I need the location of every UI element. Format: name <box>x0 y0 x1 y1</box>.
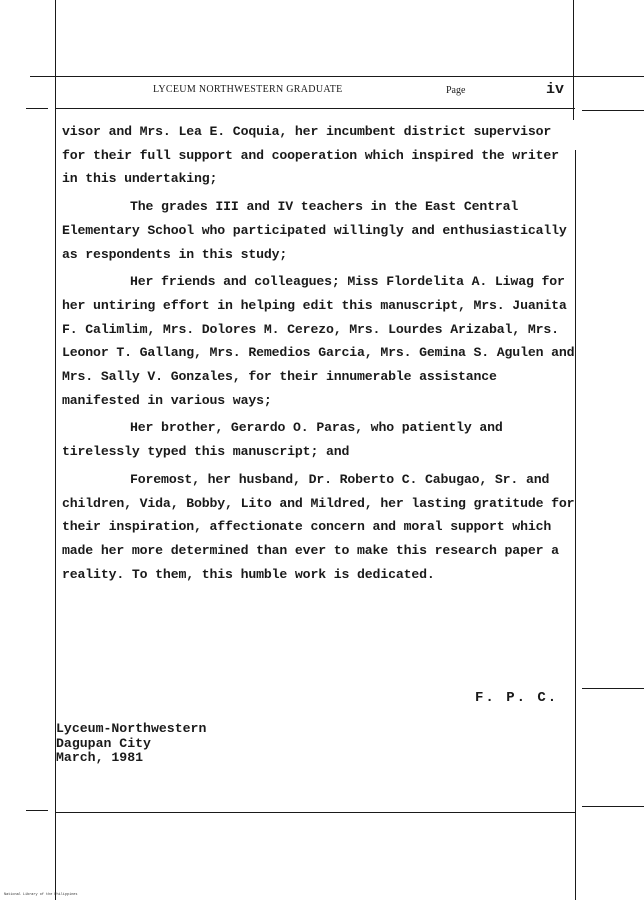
right-lower-tick-mark <box>582 688 644 689</box>
acknowledgment-body <box>62 120 582 586</box>
scan-footer-note: National Library of the Philippines <box>4 893 78 897</box>
footer-rule <box>55 812 575 813</box>
paragraph-1: visor and Mrs. Lea E. Coquia, her incumbent district supervisor for their full support and cooperation which inspired the writer in this undertaking; <box>62 124 559 187</box>
place-and-date <box>56 722 206 766</box>
paragraph-4: Her brother, Gerardo O. Paras, who patiently and tirelessly typed this manuscript; and <box>62 420 503 460</box>
page-number: iv <box>546 81 565 98</box>
right-tick-mark <box>582 110 644 111</box>
institution-name: Lyceum-Northwestern <box>56 721 207 736</box>
date-line: March, 1981 <box>56 750 144 765</box>
author-initials: F. P. C. <box>475 690 559 706</box>
footer-rule-right <box>582 806 644 807</box>
paragraph-5: Foremost, her husband, Dr. Roberto C. Cabugao, Sr. and children, Vida, Bobby, Lito and Mildred, her lasting gratitude for their inspiration, affectionate concern and moral support which made her more determined than ever to make this research paper a reality. To them, this humble work is dedicated. <box>62 471 575 582</box>
left-tick-mark <box>26 108 48 109</box>
header-bottom-rule <box>55 108 575 109</box>
header-top-rule <box>30 76 644 77</box>
footer-left-tick <box>26 810 48 811</box>
page-label: Page <box>446 85 466 96</box>
paragraph-2: The grades III and IV teachers in the East Central Elementary School who participated willingly and enthusiastically as respondents in this study; <box>62 199 567 262</box>
city-name: Dagupan City <box>56 735 151 751</box>
header-title: LYCEUM NORTHWESTERN GRADUATE <box>153 84 343 95</box>
page-header <box>0 81 644 104</box>
paragraph-3: Her friends and colleagues; Miss Flordelita A. Liwag for her untiring effort in helping edit this manuscript, Mrs. Juanita F. Calimlim, Mrs. Dolores M. Cerezo, Mrs. Lourdes Arizabal, Mrs. Leonor T. Gallang, Mrs. Remedios Garcia, Mrs. Gemina S. Agulen and Mrs. Sally V. Gonzales, for their innumerable assistance manifested in various ways; <box>62 274 575 408</box>
